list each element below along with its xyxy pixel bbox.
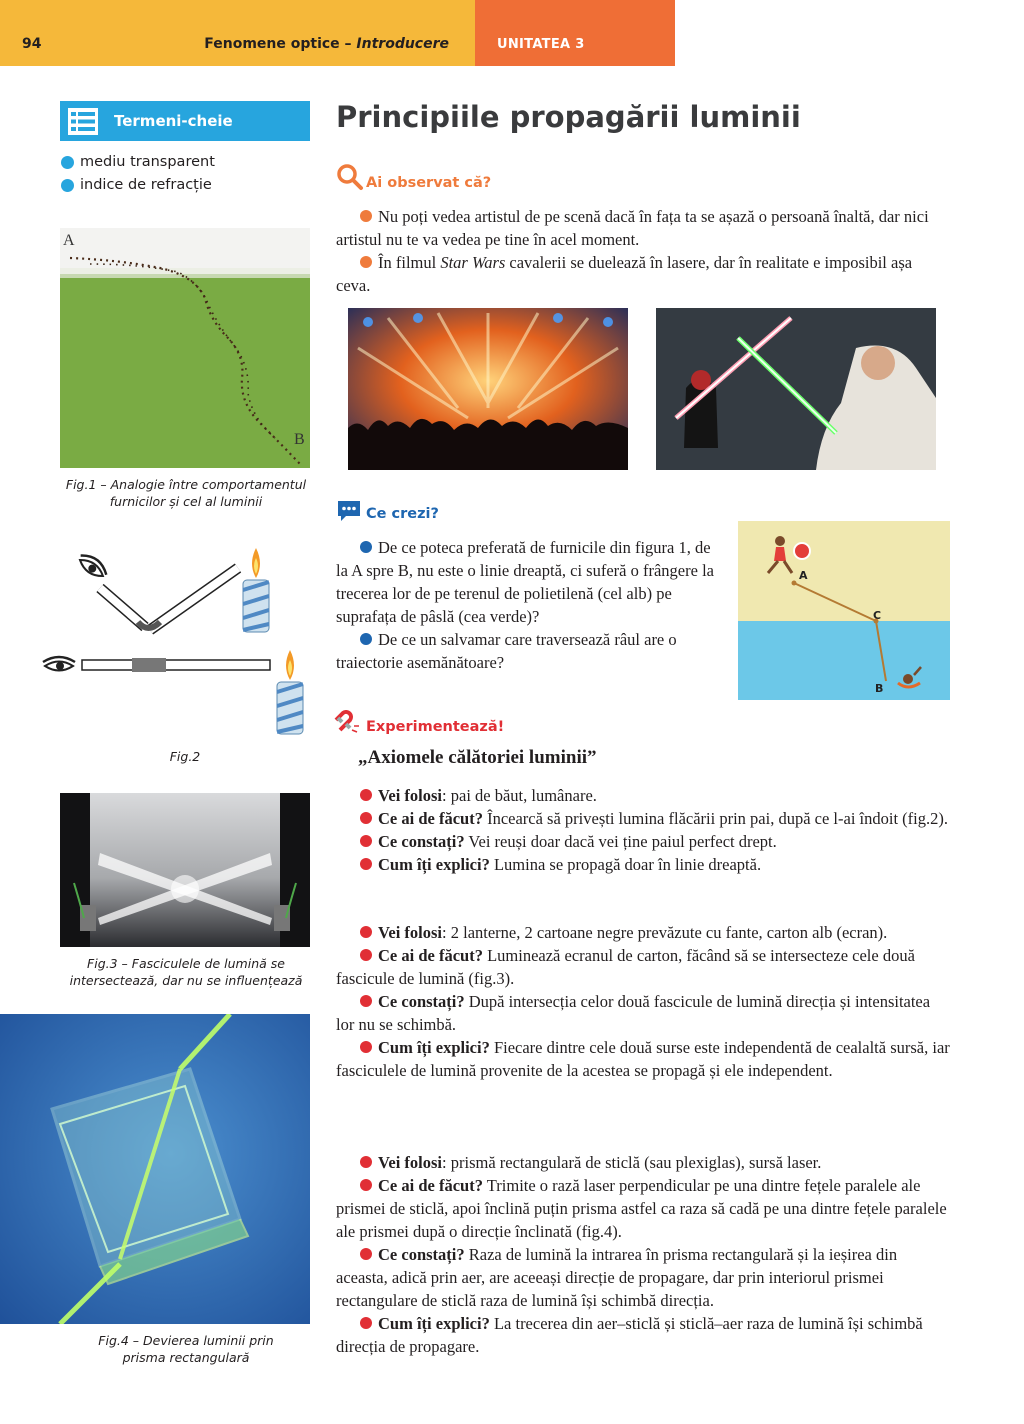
concert-photo: [348, 308, 628, 470]
fig1-label-b: B: [294, 431, 305, 448]
fig3-caption: Fig.3 – Fasciculele de lumină se intersectează, dar nu se influențează: [69, 956, 303, 988]
speech-bubble-icon: [336, 499, 362, 523]
think-heading: Ce crezi?: [366, 506, 439, 522]
page-number: 94: [22, 36, 42, 52]
eye-icon: [75, 551, 110, 581]
bullet-dot: [360, 633, 372, 645]
fig1-label-a: A: [63, 232, 75, 249]
fig4-prism-photo: [0, 1014, 310, 1324]
key-terms-list: [60, 151, 215, 197]
magnet-icon: [334, 710, 360, 736]
bullet-dot: [360, 1179, 372, 1191]
bullet-dot: [360, 812, 372, 824]
key-terms-title: Termeni-cheie: [114, 112, 233, 130]
bullet-dot: [360, 1248, 372, 1260]
page-title: Principiile propagării luminii: [336, 100, 801, 134]
bullet-dot: [360, 995, 372, 1007]
experiment-heading: Experimentează!: [366, 719, 505, 735]
bullet-dot: [360, 1317, 372, 1329]
header-bar-yellow: [0, 0, 475, 66]
key-term-item: mediu transparent: [60, 151, 215, 174]
bullet-dot: [360, 949, 372, 961]
experiment-subtitle: „Axiomele călătoriei luminii”: [358, 747, 597, 768]
diagram-label-c: C: [873, 609, 882, 622]
unit-label: UNITATEA 3: [497, 37, 585, 52]
bullet-dot: [360, 926, 372, 938]
fig2-straw-illustration: [40, 540, 310, 740]
diagram-label-b: B: [875, 682, 884, 695]
bullet-dot: [360, 541, 372, 553]
key-terms-box: [60, 101, 310, 141]
lifeguard-diagram: [738, 521, 950, 700]
bullet-dot: [360, 1041, 372, 1053]
eye-icon: [43, 657, 75, 671]
experiment-3: Vei folosi: prismă rectangulară de sticlă (sau plexiglas), sursă laser. Ce ai de făcut? Trimite o rază laser perpendicular pe una dintre fețele paralele ale prismei de sticlă, apoi înclină puțin prisma astfel ca raza să cadă pe una dintre fețele paralele ale prismei după o direcție înclinată (fig.4). Ce constați? Raza de lumină la intrarea în prisma rectangulară și la ieșirea din aceasta, adică prin aer, are aceeași direcție de propagare, dar prin interiorul prismei rectangulare de sticlă raza de lumină își schimbă direcția. Cum îți explici? La trecerea din aer–sticlă și sticlă–aer raza de lumină își schimbă direcția de propagare.: [336, 1153, 947, 1356]
bullet-dot: [360, 789, 372, 801]
bullet-dot: [360, 1156, 372, 1168]
key-term-item: indice de refracție: [60, 174, 215, 197]
fig1-caption: Fig.1 – Analogie între comportamentul furnicilor și cel al luminii: [65, 477, 307, 509]
magnifier-icon: [336, 163, 364, 191]
observe-heading: Ai observat că?: [366, 175, 492, 191]
experiment-2: Vei folosi: 2 lanterne, 2 cartoane negre prevăzute cu fante, carton alb (ecran). Ce ai de făcut? Luminează ecranul de carton, făcând să se intersecteze cele două fascicule de lumină (fig.3). Ce constați? După intersecția celor două fascicule de lumină direcția și intensitatea lor nu se schimbă. Cum îți explici? Fiecare dintre cele două surse este independentă de cealaltă sursă, iar fasciculele de lumină provenite de la acestea se propagă și ele independent.: [336, 923, 950, 1080]
bullet-dot: [360, 210, 372, 222]
diagram-label-a: A: [799, 569, 808, 582]
bullet-dot: [360, 256, 372, 268]
list-icon: [68, 108, 98, 135]
lightsaber-duel-photo: [656, 308, 936, 470]
bullet-dot: [360, 858, 372, 870]
bullet-dot: [360, 835, 372, 847]
experiment-1: Vei folosi: pai de băut, lumânare. Ce ai de făcut? Încearcă să privești lumina flăcării prin pai, după ce l-ai îndoit (fig.2). Ce constați? Vei reuși doar dacă vei ține paiul perfect drept. Cum îți explici? Lumina se propagă doar în linie dreaptă.: [336, 784, 950, 876]
fig4-caption: Fig.4 – Devierea luminii prin prisma rectangulară: [98, 1333, 274, 1365]
fig2-caption: Fig.2: [169, 749, 201, 764]
think-text: De ce poteca preferată de furnicile din figura 1, de la A spre B, nu este o linie dreaptă, ci suferă o frângere la trecerea lor de pe terenul de polietilenă (cel alb) pe suprafața de pâslă (cea verde)? De ce un salvamar care traversează râul are o traiectorie asemănătoare?: [336, 538, 714, 672]
chapter-title: Fenomene optice – Introducere: [204, 36, 449, 52]
header-bar-orange: [475, 0, 675, 66]
observe-text: Nu poți vedea artistul de pe scenă dacă în fața ta se așază o persoană înaltă, dar nici artistul nu te va vedea pe tine în acel moment. În filmul Star Wars cavalerii se duelează în lasere, dar în realitate e imposibil așa ceva.: [336, 207, 929, 295]
fig3-light-beams-photo: [60, 793, 310, 947]
fig1-ants-image: [60, 228, 310, 468]
